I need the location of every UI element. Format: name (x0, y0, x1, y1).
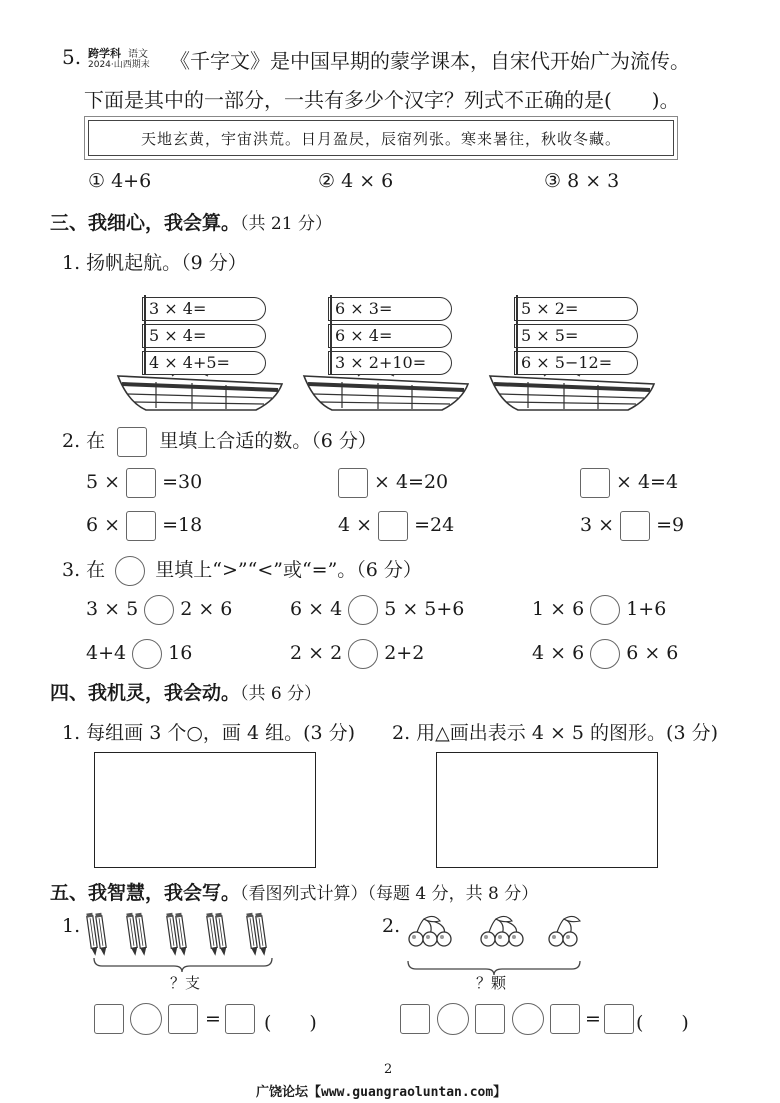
sec5-title-text: 五、我智慧，我会写。 (50, 882, 241, 904)
sec4-title-text: 四、我机灵，我会动。 (50, 682, 241, 704)
answer-box[interactable] (168, 1004, 198, 1034)
operator-circle[interactable] (130, 1003, 162, 1035)
answer-box[interactable] (225, 1004, 255, 1034)
compare-item (86, 639, 192, 669)
compare-left: 1 × 6 (532, 598, 585, 620)
expr-right: =18 (162, 514, 203, 536)
compare-right: 5 × 5+6 (384, 598, 465, 620)
compare-right: 6 × 6 (626, 642, 679, 664)
q5-number: 5. (62, 45, 82, 69)
brand-logo (88, 45, 168, 69)
boat-row-equation[interactable]: 5 × 5= (514, 324, 638, 348)
boat-row-equation[interactable]: 3 × 2+10= (328, 351, 452, 375)
operator-circle[interactable] (437, 1003, 469, 1035)
answer-box[interactable] (475, 1004, 505, 1034)
pencil-icon (215, 913, 227, 956)
pencil-icon (135, 913, 147, 956)
draw-area-2[interactable] (436, 752, 658, 868)
fill-square-item (86, 468, 202, 498)
circle-icon (115, 556, 145, 586)
compare-circle[interactable] (348, 595, 378, 625)
leaf-icon (424, 916, 440, 921)
pencil-icon (95, 913, 107, 956)
expr-right: =24 (414, 514, 455, 536)
boat-mast (330, 295, 332, 375)
cherry-icon (495, 919, 509, 946)
q5-option-1[interactable]: ① 4+6 (88, 170, 152, 192)
equals-sign: = (585, 1008, 601, 1030)
boat-row-equation[interactable]: 3 × 4= (142, 297, 266, 321)
boat-row-equation[interactable]: 6 × 5−12= (514, 351, 638, 375)
compare-item (290, 595, 464, 625)
sec5-score: （看图列式计算）（每题 4 分，共 8 分） (240, 884, 539, 904)
expr-left: 6 × (86, 514, 127, 536)
cherry-icon (423, 919, 437, 946)
answer-square[interactable] (338, 468, 368, 498)
operator-circle[interactable] (512, 1003, 544, 1035)
q2-title-b: 里填上合适的数。（6 分） (159, 430, 377, 452)
compare-circle[interactable] (590, 639, 620, 669)
poem-box (88, 120, 674, 156)
q5-line2: 下面是其中的一部分，一共有多少个汉字？列式不正确的是( )。 (84, 88, 680, 112)
compare-circle[interactable] (590, 595, 620, 625)
expr-right: =9 (656, 514, 685, 536)
fill-square-item (338, 511, 454, 541)
page-number: 2 (384, 1062, 393, 1077)
compare-left: 6 × 4 (290, 598, 343, 620)
compare-left: 3 × 5 (86, 598, 139, 620)
boat-mast (516, 295, 518, 375)
leaf-icon (564, 916, 580, 921)
answer-square[interactable] (126, 511, 156, 541)
sec4-q2-title: 2. 用△画出表示 4 × 5 的图形。(3 分) (392, 722, 718, 744)
sec5-title (50, 878, 538, 905)
poem-text: 天地玄黄，宇宙洪荒。日月盈昃，辰宿列张。寒来暑往，秋收冬藏。 (140, 129, 621, 148)
answer-square[interactable] (378, 511, 408, 541)
compare-item (532, 639, 678, 669)
cherry-icon (549, 919, 564, 946)
q3-title-a: 3. 在 (62, 559, 106, 581)
q5-option-2[interactable]: ② 4 × 6 (318, 170, 394, 192)
pencils-illustration (84, 912, 284, 972)
sec5-q2-number: 2. (382, 915, 401, 937)
result-parens[interactable]: ( ) (636, 1012, 689, 1034)
sec5-q2-label: ？颗 (476, 974, 507, 992)
q2-title-a: 2. 在 (62, 430, 106, 452)
compare-left: 4+4 (86, 642, 127, 664)
pencil-icon (175, 913, 187, 956)
boat-row-equation[interactable]: 5 × 4= (142, 324, 266, 348)
compare-right: 2 × 6 (180, 598, 233, 620)
logo-brand: 跨学科 (88, 47, 121, 60)
answer-square[interactable] (126, 468, 156, 498)
compare-left: 2 × 2 (290, 642, 343, 664)
compare-circle[interactable] (144, 595, 174, 625)
answer-box[interactable] (400, 1004, 430, 1034)
fill-square-item (580, 511, 684, 541)
sec5-q1-number: 1. (62, 915, 81, 937)
sec3-score: （共 21 分） (240, 214, 332, 234)
sec4-q1-title: 1. 每组画 3 个○，画 4 组。(3 分) (62, 722, 356, 744)
sec3-title-text: 三、我细心，我会算。 (50, 212, 241, 234)
answer-box[interactable] (94, 1004, 124, 1034)
brace-icon (94, 958, 272, 972)
expr-right: × 4=20 (374, 471, 449, 493)
compare-circle[interactable] (132, 639, 162, 669)
expr-left: 3 × (580, 514, 621, 536)
result-parens[interactable]: ( ) (264, 1012, 317, 1034)
sec5-q1-label: ？支 (170, 974, 201, 992)
boat-mast (144, 295, 146, 375)
equals-sign: = (205, 1008, 221, 1030)
cherry-icon (563, 919, 577, 946)
cherry-icon (481, 919, 496, 946)
sec3-q1-title: 1. 扬帆起航。（9 分） (62, 252, 247, 274)
compare-left: 4 × 6 (532, 642, 585, 664)
footer-site[interactable]: 广饶论坛【www.guangraoluntan.com】 (256, 1085, 507, 1100)
sec3-q3-title (62, 555, 422, 586)
compare-right: 2+2 (384, 642, 425, 664)
sec3-title (50, 208, 332, 235)
sec3-q2-title (62, 426, 377, 457)
expr-right: =30 (162, 471, 203, 493)
compare-item (532, 595, 666, 625)
compare-item (86, 595, 232, 625)
compare-circle[interactable] (348, 639, 378, 669)
answer-box[interactable] (604, 1004, 634, 1034)
compare-right: 16 (168, 642, 193, 664)
square-icon (117, 427, 147, 457)
boat-row-equation[interactable]: 4 × 4+5= (142, 351, 266, 375)
expr-right: × 4=4 (616, 471, 679, 493)
boat-row-equation[interactable]: 6 × 3= (328, 297, 452, 321)
draw-area-1[interactable] (94, 752, 316, 868)
cherry-icon (409, 919, 424, 946)
boat-row-equation[interactable]: 6 × 4= (328, 324, 452, 348)
expr-left: 4 × (338, 514, 379, 536)
compare-item (290, 639, 424, 669)
answer-box[interactable] (550, 1004, 580, 1034)
logo-tag: 2024·山西期末 (88, 60, 150, 70)
leaf-icon (496, 916, 512, 921)
fill-square-item (338, 468, 448, 498)
cherries-illustration (400, 915, 590, 975)
fill-square-item (580, 468, 678, 498)
sec4-score: （共 6 分） (240, 684, 322, 704)
compare-right: 1+6 (626, 598, 667, 620)
logo-subject: 语文 (128, 49, 148, 60)
q5-option-3[interactable]: ③ 8 × 3 (544, 170, 620, 192)
answer-square[interactable] (620, 511, 650, 541)
boat-row-equation[interactable]: 5 × 2= (514, 297, 638, 321)
sec4-title (50, 678, 321, 705)
pencil-icon (255, 913, 267, 956)
fill-square-item (86, 511, 202, 541)
expr-left: 5 × (86, 471, 127, 493)
q5-line1: 《千字文》是中国早期的蒙学课本，自宋代开始广为流传。 (170, 49, 690, 73)
q3-title-b: 里填上“>”“<”或“=”。（6 分） (155, 559, 422, 581)
answer-square[interactable] (580, 468, 610, 498)
